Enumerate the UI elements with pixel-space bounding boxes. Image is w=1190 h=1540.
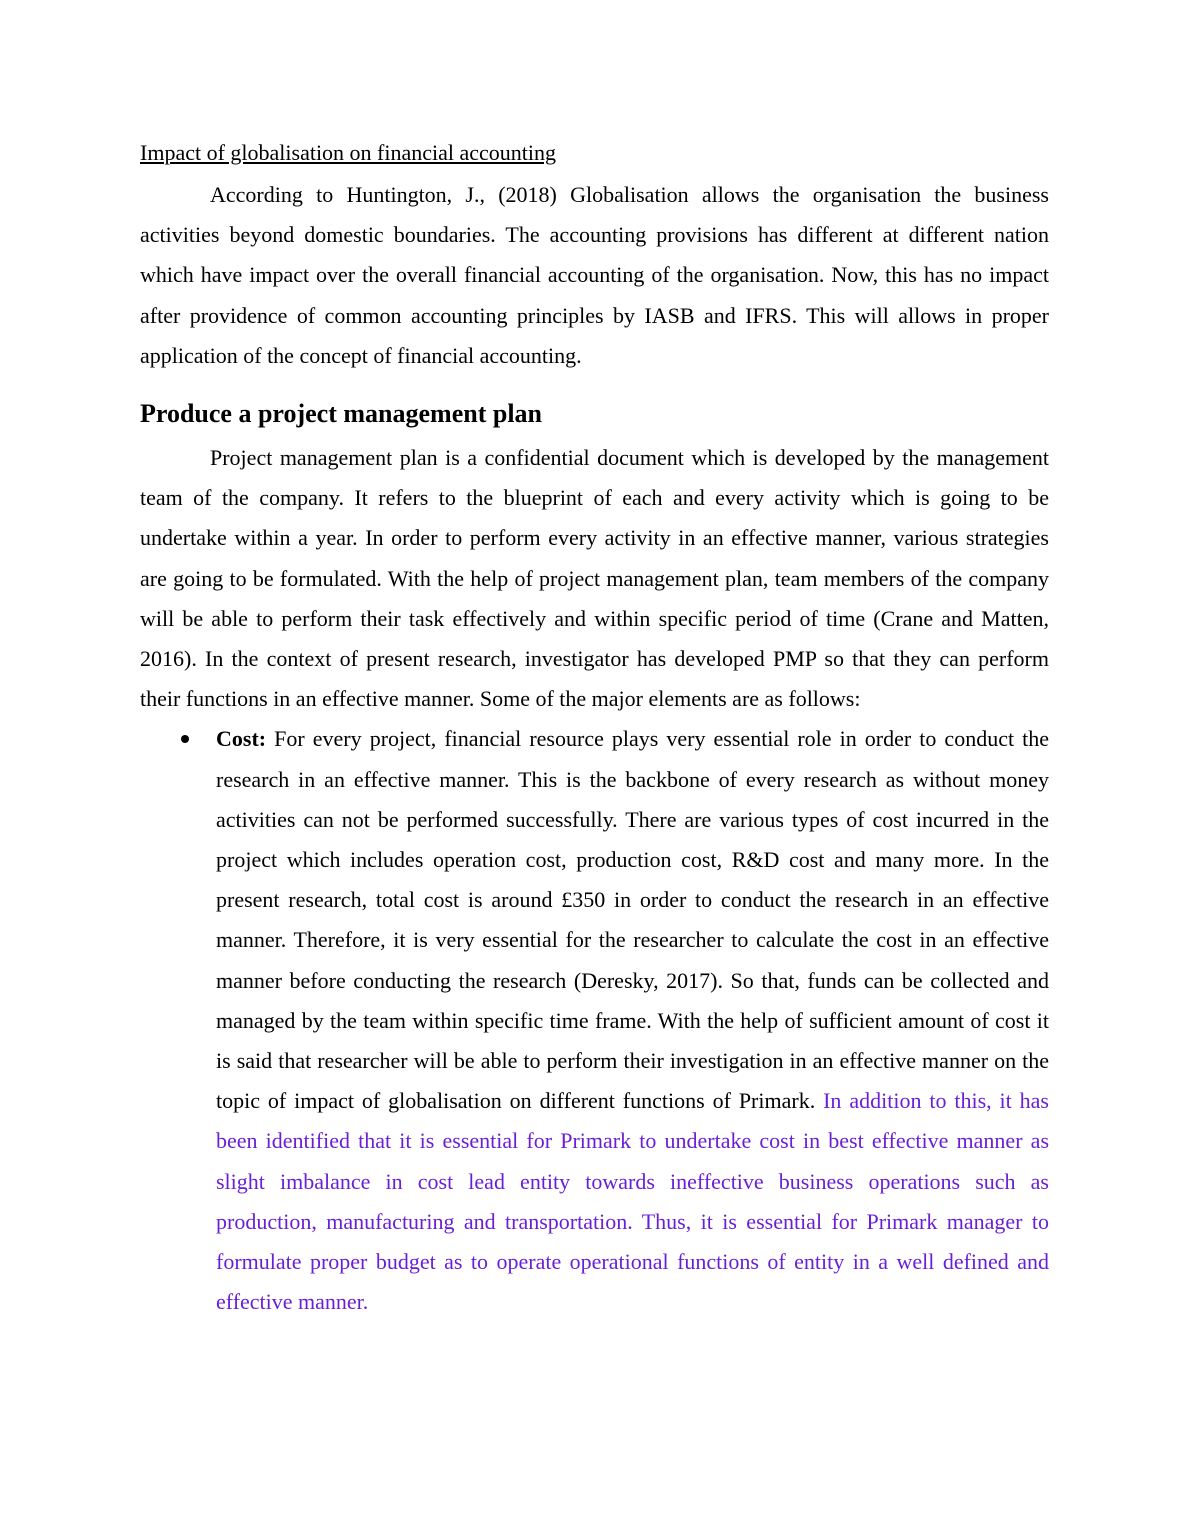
paragraph-project-plan: Project management plan is a confidential document which is developed by the management team of the company. It refers to the blueprint of each and every activity which is going to be undertake within a year. In order to perform every activity in an effective manner, various strategies are going to be formulated. With the help of project management plan, team members of the company will be able to perform their task effectively and within specific period of time (Crane and Matten, 2016). In the context of present research, investigator has developed PMP so that they can perform their functions in an effective manner. Some of the major elements are as follows:	[140, 445, 1049, 712]
list-item-highlighted-text: In addition to this, it has been identified that it is essential for Primark to undertake cost in best effective manner as slight imbalance in cost lead entity towards ineffective business operations such as production, manufacturing and transportation. Thus, it is essential for Primark manager to formulate proper budget as to operate operational functions of entity in a well defined and effective manner.	[216, 1088, 1049, 1315]
paragraph-globalisation: According to Huntington, J., (2018) Globalisation allows the organisation the business activities beyond domestic boundaries. The accounting provisions has different at different nation which have impact over the overall financial accounting of the organisation. Now, this has no impact after providence of common accounting principles by IASB and IFRS. This will allows in proper application of the concept of financial accounting.	[140, 182, 1049, 368]
list-item-cost	[140, 719, 1049, 1322]
list-item-text: For every project, financial resource plays very essential role in order to conduct the research in an effective manner. This is the backbone of every research as without money activities can not be performed successfully. There are various types of cost incurred in the project which includes operation cost, production cost, R&D cost and many more. In the present research, total cost is around £350 in order to conduct the research in an effective manner. Therefore, it is very essential for the researcher to calculate the cost in an effective manner before conducting the research (Deresky, 2017). So that, funds can be collected and managed by the team within specific time frame. With the help of sufficient amount of cost it is said that researcher will be able to perform their investigation in an effective manner on the topic of impact of globalisation on different functions of Primark.	[216, 726, 1049, 1114]
section-heading-globalisation: Impact of globalisation on financial accounting	[140, 140, 557, 165]
section-heading-project-plan: Produce a project management plan	[140, 399, 542, 429]
bullet-icon	[181, 735, 189, 743]
list-item-term: Cost:	[216, 726, 267, 752]
document-page	[140, 138, 1049, 1322]
elements-list	[140, 719, 1049, 1322]
